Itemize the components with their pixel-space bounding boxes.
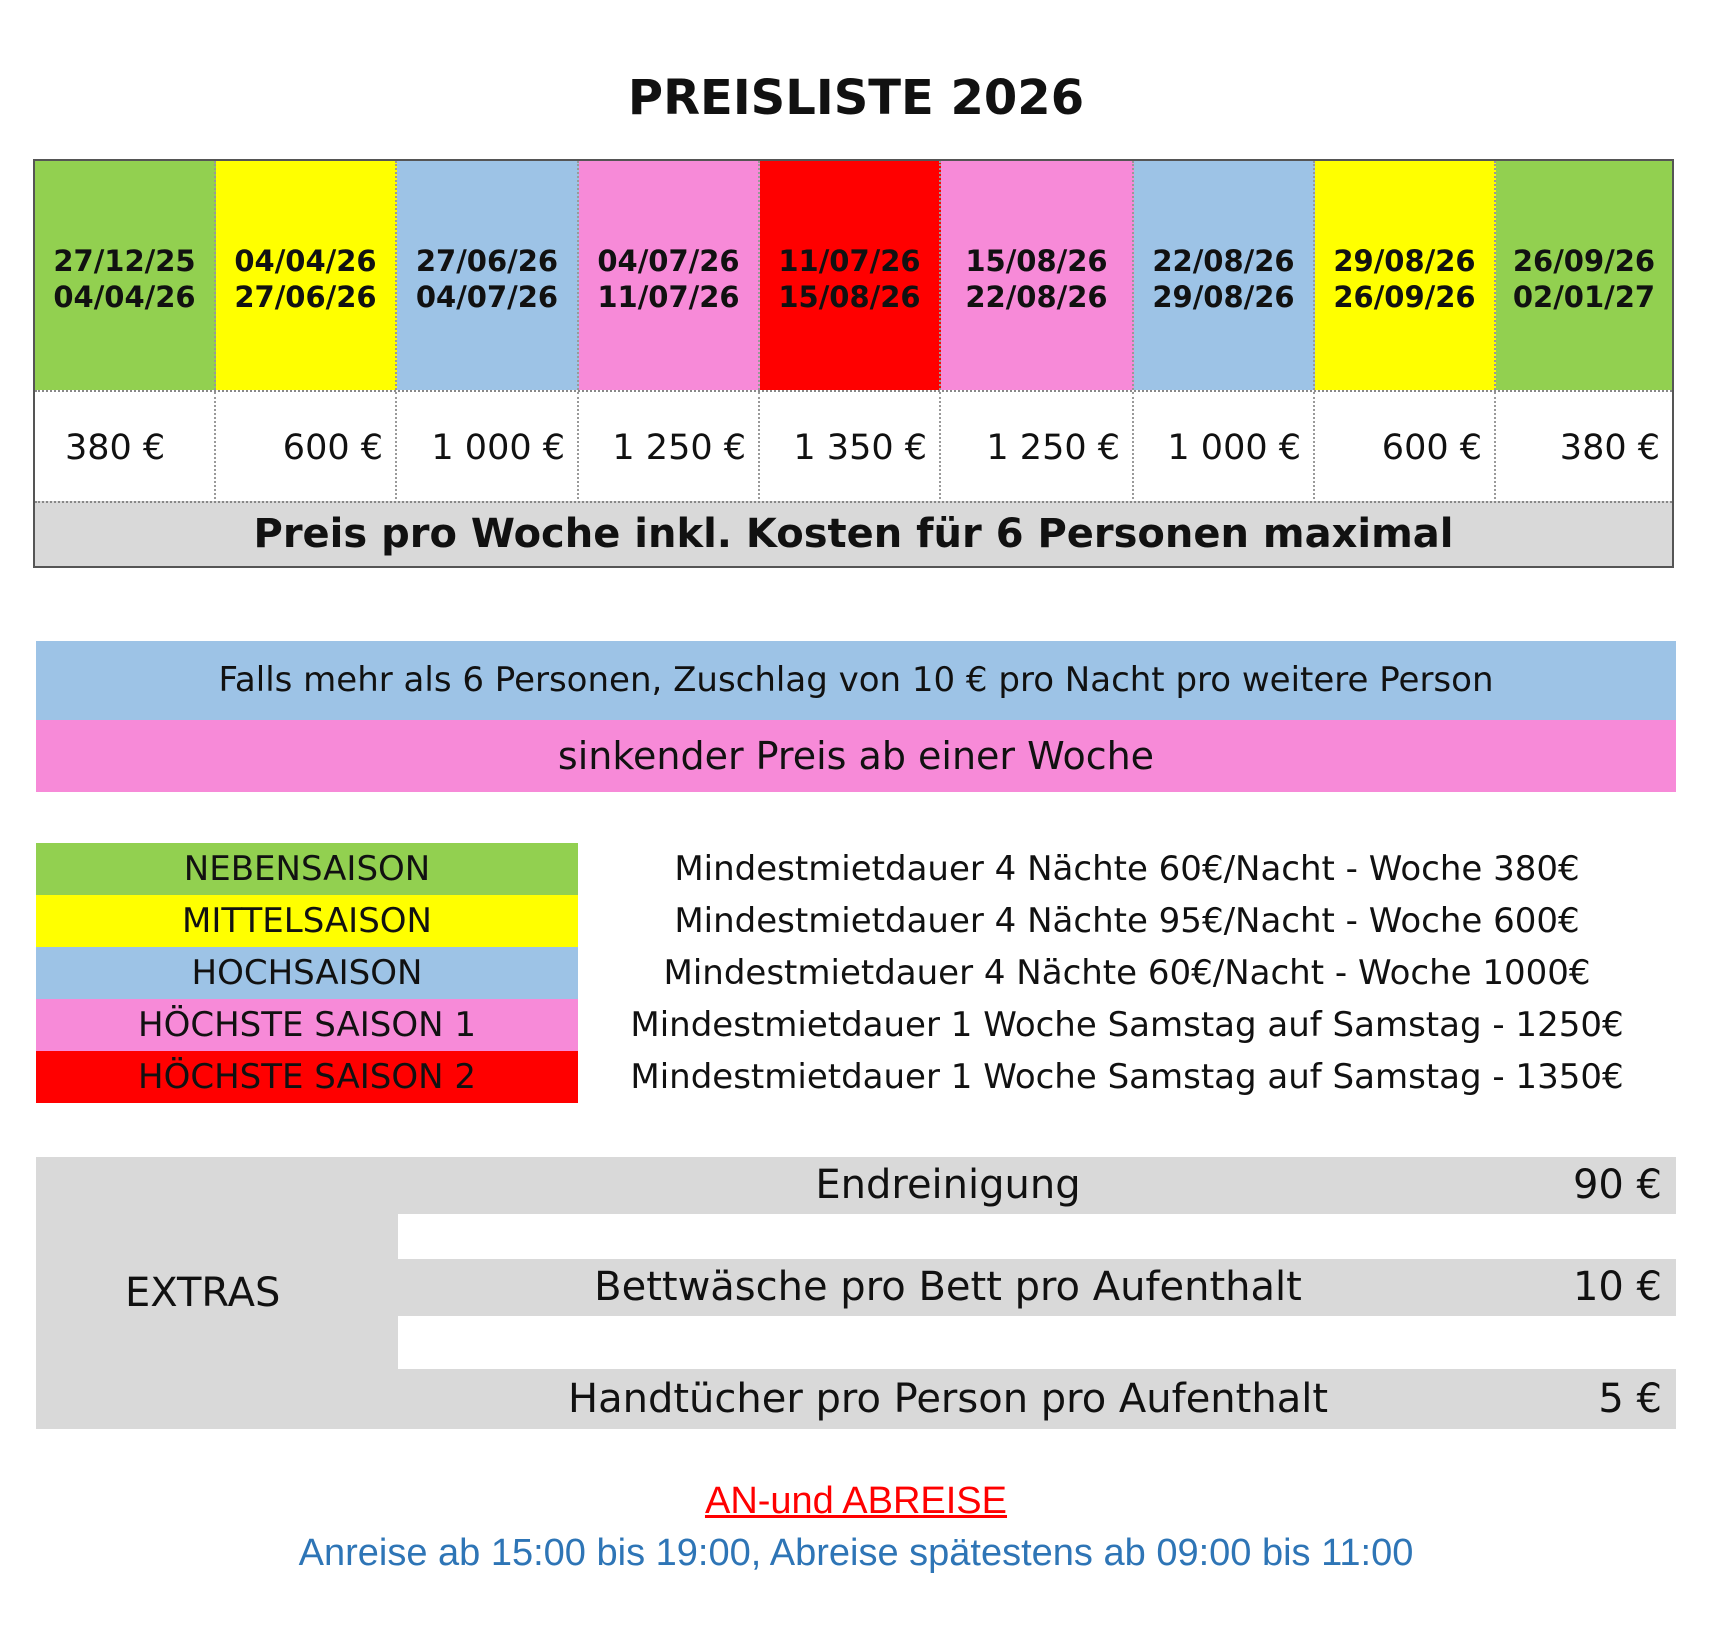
extra-value: 5 € xyxy=(1598,1376,1662,1422)
date-row xyxy=(35,161,1672,390)
period-cell xyxy=(760,161,941,390)
period-to: 26/09/26 xyxy=(1333,279,1476,314)
extra-name: Bettwäsche pro Bett pro Aufenthalt xyxy=(594,1264,1302,1310)
season-row xyxy=(36,999,1676,1051)
price-cell: 1 350 € xyxy=(760,392,941,503)
extras-table xyxy=(36,1157,1676,1429)
price-cell: 1 000 € xyxy=(1134,392,1315,503)
extras-label: EXTRAS xyxy=(36,1157,398,1429)
season-desc: Mindestmietdauer 1 Woche Samstag auf Samstag - 1250€ xyxy=(630,1005,1624,1045)
price-cell: 380 € xyxy=(35,392,216,503)
extra-value: 90 € xyxy=(1572,1162,1662,1208)
extra-row xyxy=(398,1157,1676,1214)
period-to: 04/04/26 xyxy=(53,279,196,314)
extra-name: Endreinigung xyxy=(815,1162,1081,1208)
price-cell: 1 250 € xyxy=(941,392,1134,503)
period-cell xyxy=(579,161,760,390)
period-from: 22/08/26 xyxy=(1152,243,1295,278)
period-from: 11/07/26 xyxy=(778,243,921,278)
page-title: PREISLISTE 2026 xyxy=(627,70,1085,126)
price-table xyxy=(33,159,1674,568)
discount-band: sinkender Preis ab einer Woche xyxy=(36,720,1676,792)
period-to: 27/06/26 xyxy=(234,279,377,314)
period-to: 29/08/26 xyxy=(1152,279,1295,314)
season-row xyxy=(36,843,1676,895)
period-to: 04/07/26 xyxy=(415,279,559,314)
arrival-text: Anreise ab 15:00 bis 19:00, Abreise spätestens ab 09:00 bis 11:00 xyxy=(298,1532,1414,1574)
season-row xyxy=(36,895,1676,947)
period-from: 26/09/26 xyxy=(1512,243,1656,278)
season-desc: Mindestmietdauer 4 Nächte 95€/Nacht - Woche 600€ xyxy=(674,901,1580,941)
price-cell: 1 000 € xyxy=(397,392,579,503)
season-label: MITTELSAISON xyxy=(36,895,578,947)
period-from: 27/12/25 xyxy=(53,243,196,278)
period-cell xyxy=(1315,161,1496,390)
season-label: NEBENSAISON xyxy=(36,843,578,895)
extra-row xyxy=(398,1259,1676,1316)
price-cell: 1 250 € xyxy=(579,392,760,503)
extra-name: Handtücher pro Person pro Aufenthalt xyxy=(568,1376,1328,1422)
period-cell xyxy=(35,161,216,390)
season-row xyxy=(36,1051,1676,1103)
period-to: 11/07/26 xyxy=(597,279,740,314)
season-desc: Mindestmietdauer 4 Nächte 60€/Nacht - Woche 1000€ xyxy=(663,953,1591,993)
season-label: HOCHSAISON xyxy=(36,947,578,999)
period-cell xyxy=(397,161,579,390)
period-cell xyxy=(1134,161,1315,390)
surcharge-band: Falls mehr als 6 Personen, Zuschlag von 10 € pro Nacht pro weitere Person xyxy=(36,641,1676,720)
period-from: 04/07/26 xyxy=(597,243,740,278)
period-to: 15/08/26 xyxy=(778,279,921,314)
period-cell xyxy=(216,161,397,390)
price-table-footer: Preis pro Woche inkl. Kosten für 6 Personen maximal xyxy=(35,501,1672,566)
period-from: 04/04/26 xyxy=(234,243,377,278)
season-row xyxy=(36,947,1676,999)
period-to: 02/01/27 xyxy=(1512,279,1656,314)
season-legend xyxy=(36,843,1676,1103)
arrival-title: AN-und ABREISE xyxy=(704,1480,1008,1522)
season-desc: Mindestmietdauer 4 Nächte 60€/Nacht - Woche 380€ xyxy=(674,849,1580,889)
price-row xyxy=(35,390,1672,503)
period-cell xyxy=(1496,161,1672,390)
price-cell: 600 € xyxy=(1315,392,1496,503)
period-from: 27/06/26 xyxy=(415,243,559,278)
price-cell: 600 € xyxy=(216,392,397,503)
season-desc: Mindestmietdauer 1 Woche Samstag auf Samstag - 1350€ xyxy=(630,1057,1624,1097)
period-from: 29/08/26 xyxy=(1333,243,1476,278)
season-label: HÖCHSTE SAISON 1 xyxy=(36,999,578,1051)
period-cell xyxy=(941,161,1134,390)
period-from: 15/08/26 xyxy=(965,243,1108,278)
extra-value: 10 € xyxy=(1572,1264,1662,1310)
period-to: 22/08/26 xyxy=(965,279,1108,314)
price-cell: 380 € xyxy=(1559,427,1660,468)
season-label: HÖCHSTE SAISON 2 xyxy=(36,1051,578,1103)
extra-row xyxy=(398,1369,1676,1429)
